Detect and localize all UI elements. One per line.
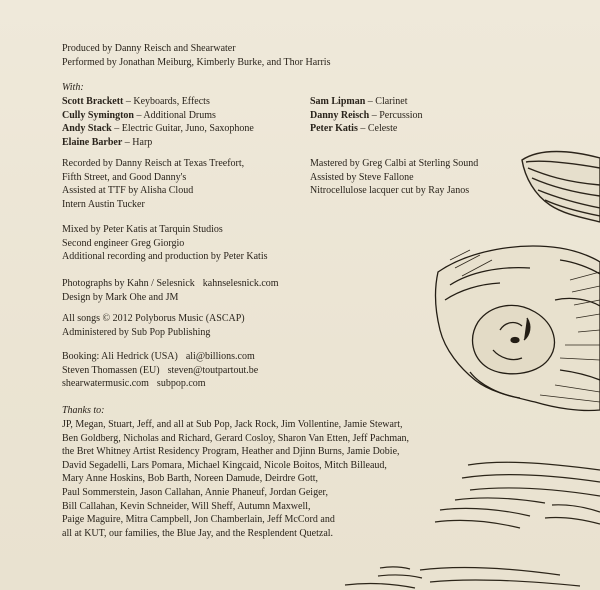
thanks-line: Mary Anne Hoskins, Bob Barth, Noreen Damude, Deirdre Gott, bbox=[62, 473, 319, 485]
mixing-line: Mixed by Peter Katis at Tarquin Studios bbox=[62, 224, 223, 235]
feather-icon bbox=[522, 152, 600, 223]
thanks-heading: Thanks to: bbox=[62, 405, 105, 416]
thanks-line: Paul Sommerstein, Jason Callahan, Annie Phaneuf, Jordan Geiger, bbox=[62, 486, 328, 498]
mixing-line: Second engineer Greg Giorgio bbox=[62, 237, 185, 249]
photographs-line: Photographs by Kahn / Selesnick kahnselesnick.com bbox=[62, 278, 279, 289]
credit-line: Elaine Barber – Harp bbox=[62, 136, 153, 148]
thanks-line: Paige Maguire, Mitra Campbell, Jon Chamberlain, Jeff McCord and bbox=[62, 514, 335, 526]
credit-line: Scott Brackett – Keyboards, Effects bbox=[62, 96, 210, 107]
with-heading: With: bbox=[62, 82, 84, 93]
booking-line: Steven Thomassen (EU) steven@toutpartout.be bbox=[62, 364, 259, 376]
booking-line: Booking: Ali Hedrick (USA) ali@billions.com bbox=[62, 351, 255, 362]
thanks-line bbox=[62, 540, 409, 554]
mastering-line: Mastered by Greg Calbi at Sterling Sound bbox=[310, 158, 479, 169]
credit-line: Cully Symington – Additional Drums bbox=[62, 109, 216, 121]
recording-line: Recorded by Danny Reisch at Texas Treefort, bbox=[62, 158, 245, 169]
thanks-line: Ben Goldberg, Nicholas and Richard, Gerard Cosloy, Sharon Van Etten, Jeff Pachman, bbox=[62, 432, 410, 444]
mixing-line: Additional recording and production by Peter Katis bbox=[62, 251, 268, 263]
publishing-credits bbox=[62, 312, 245, 339]
mastering-credits bbox=[310, 157, 478, 198]
publishing-line: All songs © 2012 Polyborus Music (ASCAP) bbox=[62, 313, 245, 324]
recording-line: Fifth Street, and Good Danny's bbox=[62, 171, 187, 183]
produced-by: Produced by Danny Reisch and Shearwater bbox=[62, 43, 236, 54]
thanks-line: David Segadelli, Lars Pomara, Michael Kingcaid, Nicole Boitos, Mitch Billeaud, bbox=[62, 459, 387, 471]
thanks-line: JP, Megan, Stuart, Jeff, and all at Sub Pop, Jack Rock, Jim Vollentine, Jamie Stewart, bbox=[62, 419, 403, 430]
thanks-body bbox=[62, 418, 409, 581]
credit-line: Sam Lipman – Clarinet bbox=[310, 96, 408, 107]
recording-line: Assisted at TTF by Alisha Cloud bbox=[62, 185, 194, 197]
production-credits bbox=[62, 42, 330, 69]
thanks-line bbox=[62, 568, 409, 582]
thanks-line bbox=[62, 554, 409, 568]
mastering-line: Nitrocellulose lacquer cut by Ray Janos bbox=[310, 185, 470, 197]
with-left-column bbox=[62, 95, 254, 149]
photo-design-credits bbox=[62, 277, 279, 304]
mastering-line: Assisted by Steve Fallone bbox=[310, 171, 414, 183]
credit-line: Danny Reisch – Percussion bbox=[310, 109, 423, 121]
thanks-line: Bill Callahan, Kevin Schneider, Will Sheff, Autumn Maxwell, bbox=[62, 500, 311, 512]
mixing-credits bbox=[62, 223, 268, 264]
recording-line: Intern Austin Tucker bbox=[62, 198, 145, 210]
credit-line: Peter Katis – Celeste bbox=[310, 123, 398, 135]
publishing-line: Administered by Sub Pop Publishing bbox=[62, 326, 211, 338]
design-line: Design by Mark Ohe and JM bbox=[62, 291, 179, 303]
thanks-line: all at KUT, our families, the Blue Jay, and the Resplendent Quetzal. bbox=[62, 527, 334, 539]
recording-credits bbox=[62, 157, 244, 211]
with-right-column bbox=[310, 95, 423, 136]
sleeping-dog-icon bbox=[436, 246, 600, 410]
websites-line: shearwatermusic.com subpop.com bbox=[62, 378, 206, 390]
booking-contacts bbox=[62, 350, 258, 391]
performed-by: Performed by Jonathan Meiburg, Kimberly Burke, and Thor Harris bbox=[62, 56, 331, 68]
thanks-line: the Bret Whitney Artist Residency Program, Heather and Djinn Burns, Jamie Dobie, bbox=[62, 446, 400, 458]
credit-line: Andy Stack – Electric Guitar, Juno, Saxophone bbox=[62, 123, 254, 135]
